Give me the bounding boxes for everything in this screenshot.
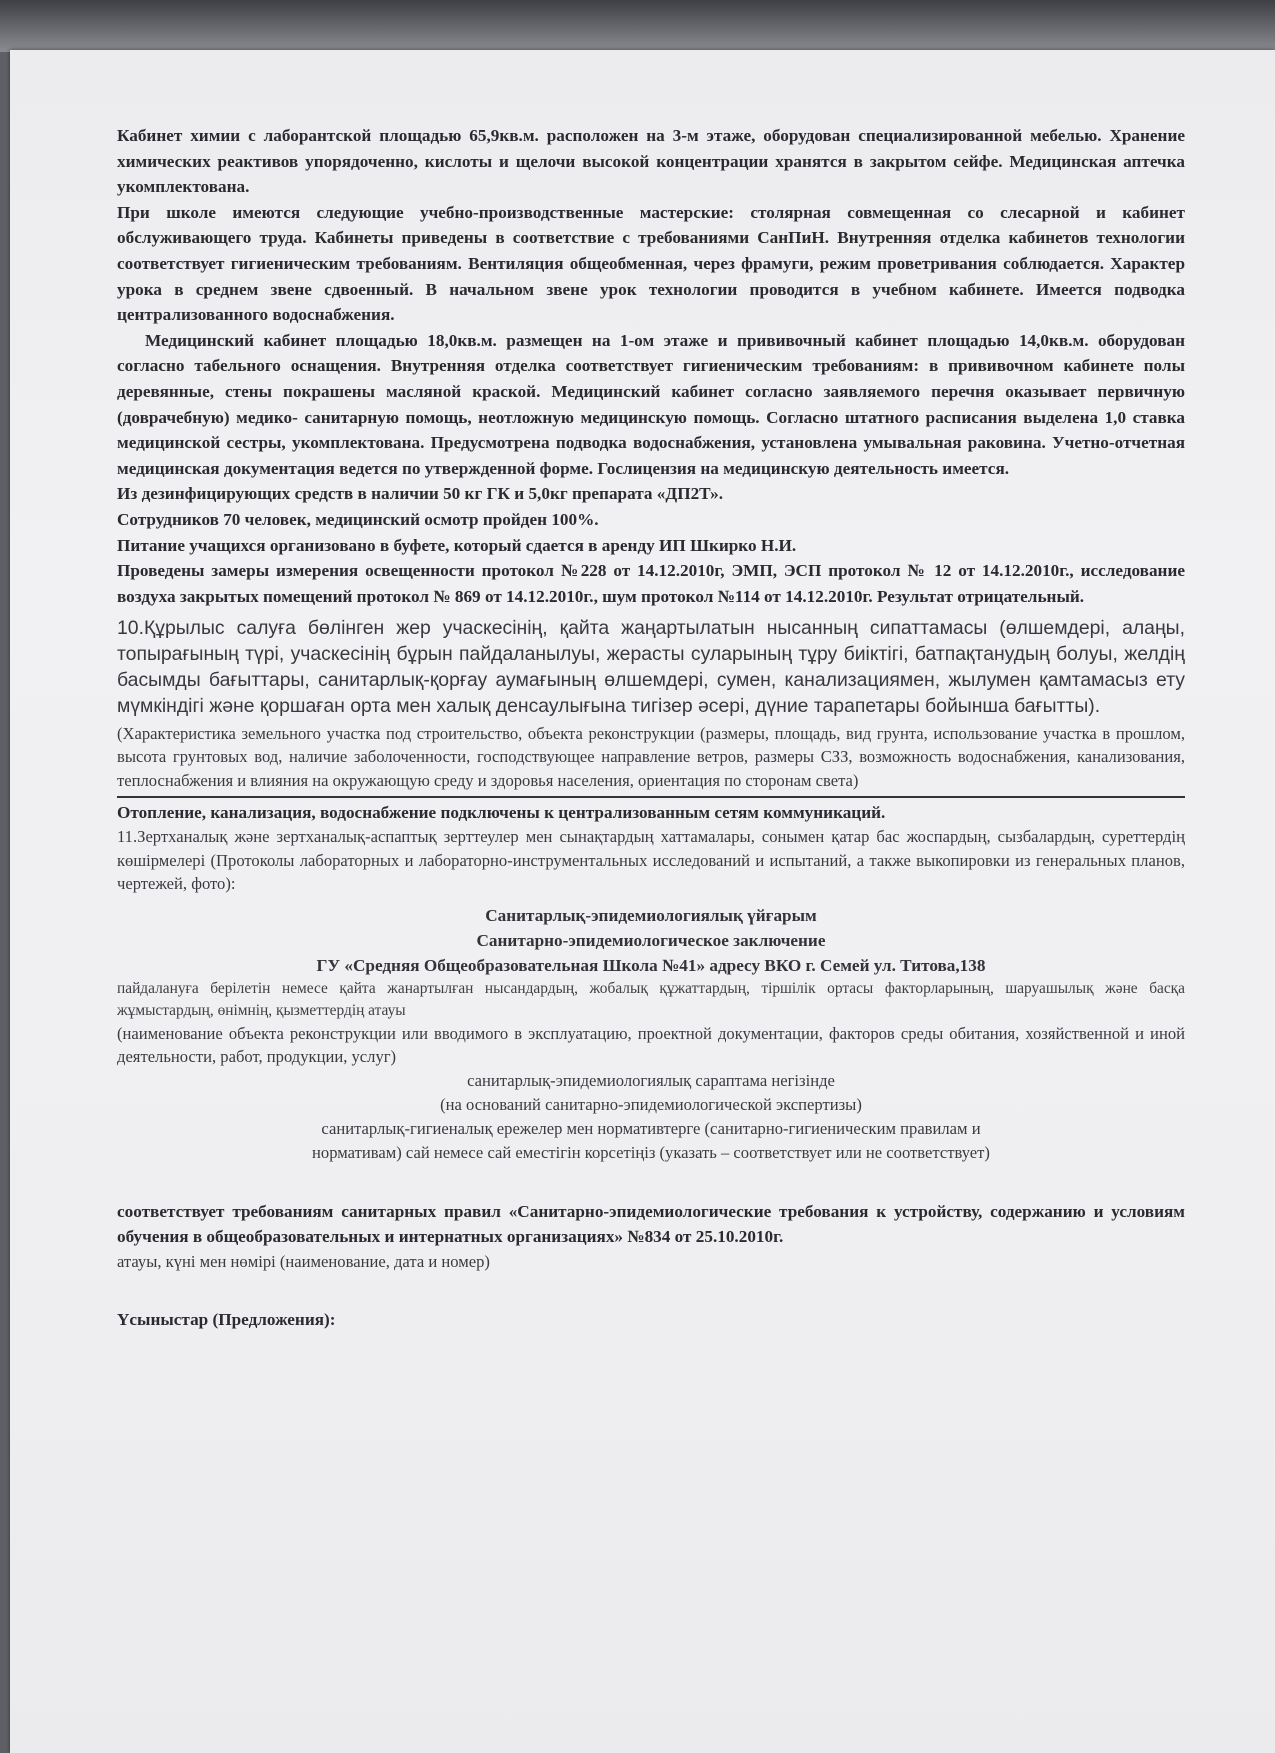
paragraph-utilities: Отопление, канализация, водоснабжение подключены к централизованным сетям коммуникаций.	[117, 802, 886, 822]
section-10-heading-kz: 10.Құрылыс салуға бөлінген жер учаскесінің, қайта жаңартылатын нысанның сипаттамасы (өлшемдері, алаңы, топырағының түрі, учаскесінің бұрын пайдаланылуы, жерасты суларының тұру биіктігі, батпақтанудың болуы, желдің басымды бағыттары, санитарлық-қорғау аумағының өлшемдері, сумен, канализациямен, жылумен қамтамасыз ету мүмкіндігі және қоршаған орта мен халық денсаулығына тигізер әсері, дүние тарапетары бойынша бағытты).	[117, 617, 1185, 718]
paragraph-measurements: Проведены замеры измерения освещенности протокол №228 от 14.12.2010г, ЭМП, ЭСП протокол № 12 от 14.12.2010г., исследование воздуха закрытых помещений протокол № 869 от 14.12.2010г., шум протокол №114 от 14.12.2010г. Результат отрицательный.	[117, 561, 1185, 606]
paragraph-staff: Сотрудников 70 человек, медицинский осмотр пройден 100%.	[117, 509, 599, 529]
conclusion-title-kz: Санитарлық-эпидемиологиялық үйғарым	[485, 906, 817, 926]
section-11-heading: 11.Зертханалық және зертханалық-аспаптық зерттеулер мен сынақтардың хаттамалары, сонымен қатар бас жоспардың, сызбалардың, суреттердің көшірмелері (Протоколы лабораторных и лабораторно-инструментальных исследований и испытаний, а также выкопировки из генеральных планов, чертежей, фото):	[117, 827, 1185, 893]
scanner-dark-border	[0, 0, 1275, 52]
paragraph-disinfectants: Из дезинфицирующих средств в наличии 50 кг ГК и 5,0кг препарата «ДП2Т».	[117, 484, 724, 504]
paragraph-workshops: При школе имеются следующие учебно-производственные мастерские: столярная совмещенная со слесарной и кабинет обслуживающего труда. Кабинеты приведены в соответствие с требованиями СанПиН. Внутренняя отделка кабинетов технологии соответствует гигиеническим требованиям. Вентиляция общеобменная, через фрамуги, режим проветривания соблюдается. Характер урока в среднем звене сдвоенный. В начальном звене урок технологии проводится в учебном кабинете. Имеется подводка централизованного водоснабжения.	[117, 202, 1185, 325]
document-body	[117, 123, 1185, 1332]
paragraph-catering: Питание учащихся организовано в буфете, который сдается в аренду ИП Шкирко Н.И.	[117, 535, 797, 555]
compliance-caption-line2: нормативам) сай немесе сай еместігін корсетіңіз (указать – соответствует или не соответствует)	[312, 1142, 990, 1162]
proposals-heading: Үсыныстар (Предложения):	[117, 1309, 336, 1329]
section-divider	[117, 796, 1185, 826]
conclusion-title-ru: Санитарно-эпидемиологическое заключение	[476, 931, 826, 951]
paragraph-chemistry-room: Кабинет химии с лаборантской площадью 65,9кв.м. расположен на 3-м этаже, оборудован специализированной мебелью. Хранение химических реактивов упорядоченно, кислоты и щелочи высокой концентрации хранятся в закрытом сейфе. Медицинская аптечка укомплектована.	[117, 126, 1185, 197]
compliance-caption-line1: санитарлық-гигиеналық ережелер мен нормативтерге (санитарно-гигиеническим правилам и	[321, 1118, 981, 1138]
section-10-heading-ru: (Характеристика земельного участка под строительство, объекта реконструкции (размеры, площадь, вид грунта, использование участка в прошлом, высота грунтовых вод, наличие заболоченности, господствующее направление ветров, размеры СЗЗ, возможность водоснабжения, канализования, теплоснабжения и влияния на окружающую среду и здоровья населения, ориентация по сторонам света)	[117, 724, 1185, 790]
paragraph-medical-room: Медицинский кабинет площадью 18,0кв.м. размещен на 1-ом этаже и прививочный кабинет площадью 14,0кв.м. оборудован согласно табельного оснащения. Внутренняя отделка соответствует гигиеническим требованиям: в прививочном кабинете полы деревянные, стены покрашены масляной краской. Медицинский кабинет согласно заявляемого перечня оказывает первичную (доврачебную) медико- санитарную помощь, неотложную медицинскую помощь. Согласно штатного расписания выделена 1,0 ставка медицинской сестры, укомплектована. Предусмотрена подводка водоснабжения, установлена умывальная раковина. Учетно-отчетная медицинская документация ведется по утвержденной форме. Гослицензия на медицинскую деятельность имеется.	[117, 330, 1185, 478]
object-caption-ru: (наименование объекта реконструкции или вводимого в эксплуатацию, проектной документации, факторов среды обитания, хозяйственной и иной деятельности, работ, продукции, услуг)	[117, 1024, 1185, 1067]
institution-name: ГУ «Средняя Общеобразовательная Школа №41» адресу ВКО г. Семей ул. Титова,138	[316, 956, 986, 976]
compliance-statement: соответствует требованиям санитарных правил «Санитарно-эпидемиологические требования к устройству, содержанию и условиям обучения в общеобразовательных и интернатных организациях» №834 от 25.10.2010г.	[117, 1201, 1185, 1247]
expertise-basis-ru: (на оснований санитарно-эпидемиологической экспертизы)	[440, 1094, 862, 1114]
expertise-basis-kz: санитарлық-эпидемиологиялық сараптама негізінде	[467, 1070, 835, 1090]
compliance-statement-caption: атауы, күні мен нөмірі (наименование, дата и номер)	[117, 1251, 490, 1271]
object-caption-kz: пайдалануға берілетін немесе қайта жанартылған нысандардың, жобалық құжаттардың, тіршілік ортасы факторларының, шаруашылық және басқа жұмыстардың, өнімнің, қызметтердің атауы	[117, 980, 1185, 1020]
